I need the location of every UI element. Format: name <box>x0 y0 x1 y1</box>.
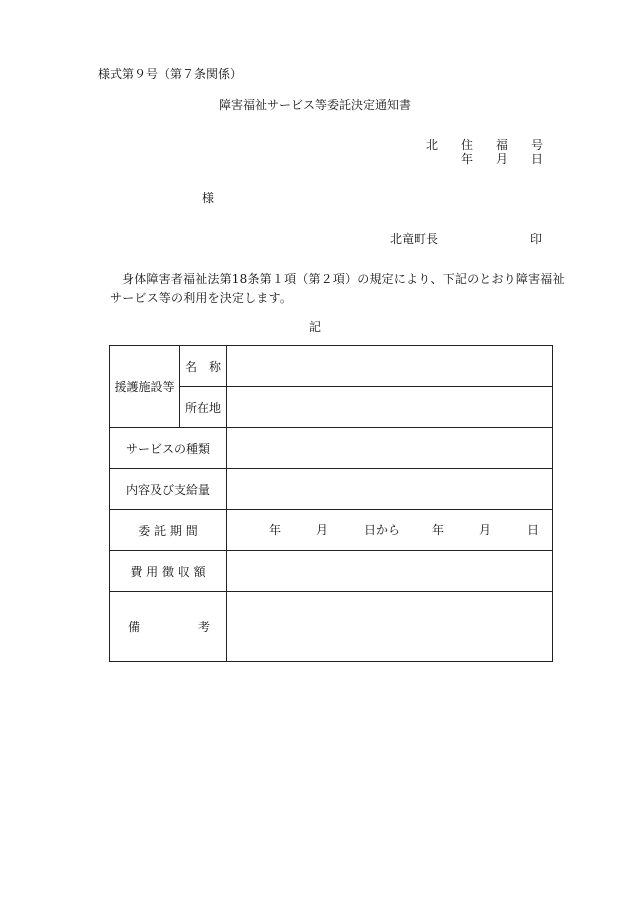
period-end-year: 年 <box>432 523 445 537</box>
remarks-label <box>110 592 227 662</box>
doc-date-year: 年 <box>461 152 474 166</box>
facility-name-value <box>227 346 553 387</box>
facility-location-label: 所在地 <box>180 387 227 428</box>
table-row <box>110 510 553 551</box>
table-row <box>110 469 553 510</box>
service-type-label: サービスの種類 <box>110 428 227 469</box>
period-start-month: 月 <box>316 523 329 537</box>
addressee-suffix: 様 <box>202 191 215 205</box>
period-end-day: 日 <box>527 523 540 537</box>
remarks-label-kou: 考 <box>198 620 211 634</box>
facility-name-label: 名 称 <box>180 346 227 387</box>
table-row <box>110 592 553 662</box>
fee-value <box>227 551 553 592</box>
form-number: 様式第９号（第７条関係） <box>98 67 243 81</box>
period-start-day: 日から <box>364 523 401 537</box>
service-type-value <box>227 428 553 469</box>
content-value <box>227 469 553 510</box>
document-title: 障害福祉サービス等委託決定通知書 <box>218 98 411 112</box>
table-row <box>110 428 553 469</box>
doc-number-fuku: 福 <box>496 138 509 152</box>
doc-number-ju: 住 <box>461 138 474 152</box>
table-row <box>110 551 553 592</box>
period-end-month: 月 <box>479 523 492 537</box>
table-row <box>110 346 553 387</box>
doc-date-month: 月 <box>496 152 509 166</box>
issuer-name: 北竜町長 <box>390 232 439 246</box>
period-value <box>227 510 553 551</box>
doc-date-day: 日 <box>531 152 544 166</box>
remarks-value <box>227 592 553 662</box>
remarks-label-bi: 備 <box>128 620 141 634</box>
body-paragraph: 身体障害者福祉法第18条第１項（第２項）の規定により、下記のとおり障害福祉サービス等の利用を決定します。 <box>110 272 565 305</box>
period-start-year: 年 <box>269 523 282 537</box>
period-label: 委 託 期 間 <box>110 510 227 551</box>
ki-heading: 記 <box>308 320 321 334</box>
decision-table <box>109 345 553 662</box>
facility-location-value <box>227 387 553 428</box>
doc-number-prefix: 北 <box>426 138 439 152</box>
doc-number-go: 号 <box>531 138 544 152</box>
fee-label: 費 用 徴 収 額 <box>110 551 227 592</box>
content-label: 内容及び支給量 <box>110 469 227 510</box>
seal-mark: 印 <box>530 232 543 246</box>
facility-label: 援護施設等 <box>110 346 180 428</box>
